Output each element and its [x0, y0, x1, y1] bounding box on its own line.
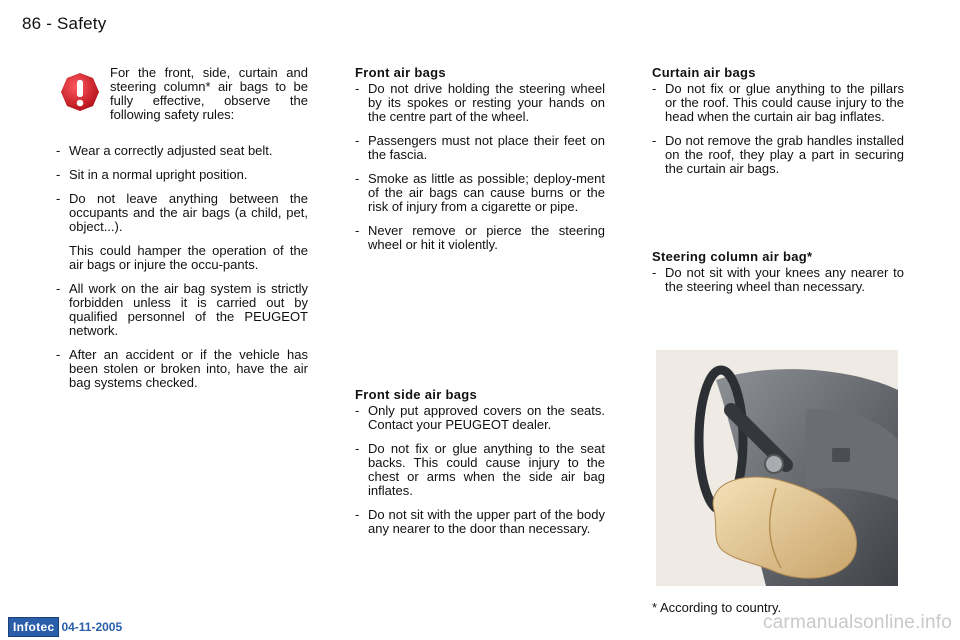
list-item: - Do not drive holding the steering wheel by its spokes or resting your hands on the centre part of the wheel.: [355, 82, 605, 124]
front-side-air-bags-heading: Front side air bags: [355, 387, 478, 402]
steering-column-airbag-image: [656, 350, 898, 586]
infotec-logo: Infotec: [8, 617, 59, 637]
middle-column-lower: [355, 388, 605, 546]
list-item: - Smoke as little as possible; deploy-ment of the air bags can cause burns or the risk of injury from a cigarette or pipe.: [355, 172, 605, 214]
safety-rules-list: [56, 144, 308, 234]
footer-date: 04-11-2005: [61, 620, 123, 634]
warning-block: [56, 66, 308, 144]
list-item: - All work on the air bag system is strictly forbidden unless it is carried out by qualified personnel of the PEUGEOT network.: [56, 282, 308, 338]
list-item: - Do not remove the grab handles installed on the roof, they play a part in securing the curtain air bags.: [652, 134, 904, 176]
front-side-air-bags-list: [355, 404, 605, 536]
page-title: 86 - Safety: [22, 14, 107, 33]
rules-note: This could hamper the operation of the air bags or injure the occu-pants.: [69, 243, 308, 272]
list-item: - Do not sit with the upper part of the body any nearer to the door than necessary.: [355, 508, 605, 536]
middle-column: [355, 66, 605, 262]
list-item: - Wear a correctly adjusted seat belt.: [56, 144, 308, 158]
steering-column-air-bag-list: [652, 266, 904, 294]
safety-rules-list-more: [56, 282, 308, 390]
footnote: * According to country.: [652, 600, 782, 615]
curtain-air-bags-list: [652, 82, 904, 176]
front-air-bags-list: [355, 82, 605, 252]
footer: [8, 617, 122, 637]
steering-column-air-bag-heading: Steering column air bag*: [652, 249, 813, 264]
knee-airbag-illustration: [656, 350, 898, 586]
warning-text: For the front, side, curtain and steering column* air bags to be fully effective, observe the following safety rules:: [110, 65, 308, 122]
curtain-air-bags-heading: Curtain air bags: [652, 65, 756, 80]
front-air-bags-heading: Front air bags: [355, 65, 446, 80]
list-item: - Only put approved covers on the seats. Contact your PEUGEOT dealer.: [355, 404, 605, 432]
list-item: - Do not sit with your knees any nearer to the steering wheel than necessary.: [652, 266, 904, 294]
list-item: - Sit in a normal upright position.: [56, 168, 308, 182]
list-item: - Do not fix or glue anything to the seat backs. This could cause injury to the chest or arms when the side air bag inflates.: [355, 442, 605, 498]
list-item: - Do not leave anything between the occupants and the air bags (a child, pet, object...).: [56, 192, 308, 234]
watermark: carmanualsonline.info: [762, 612, 952, 633]
exclamation-icon: [60, 72, 100, 112]
right-column-lower: [652, 250, 904, 304]
list-item: - After an accident or if the vehicle has been stolen or broken into, have the air bag systems checked.: [56, 348, 308, 390]
list-item: - Do not fix or glue anything to the pillars or the roof. This could cause injury to the head when the curtain air bag inflates.: [652, 82, 904, 124]
left-column: [56, 66, 308, 400]
list-item: - Never remove or pierce the steering wheel or hit it violently.: [355, 224, 605, 252]
right-column: [652, 66, 904, 186]
list-item: - Passengers must not place their feet on the fascia.: [355, 134, 605, 162]
